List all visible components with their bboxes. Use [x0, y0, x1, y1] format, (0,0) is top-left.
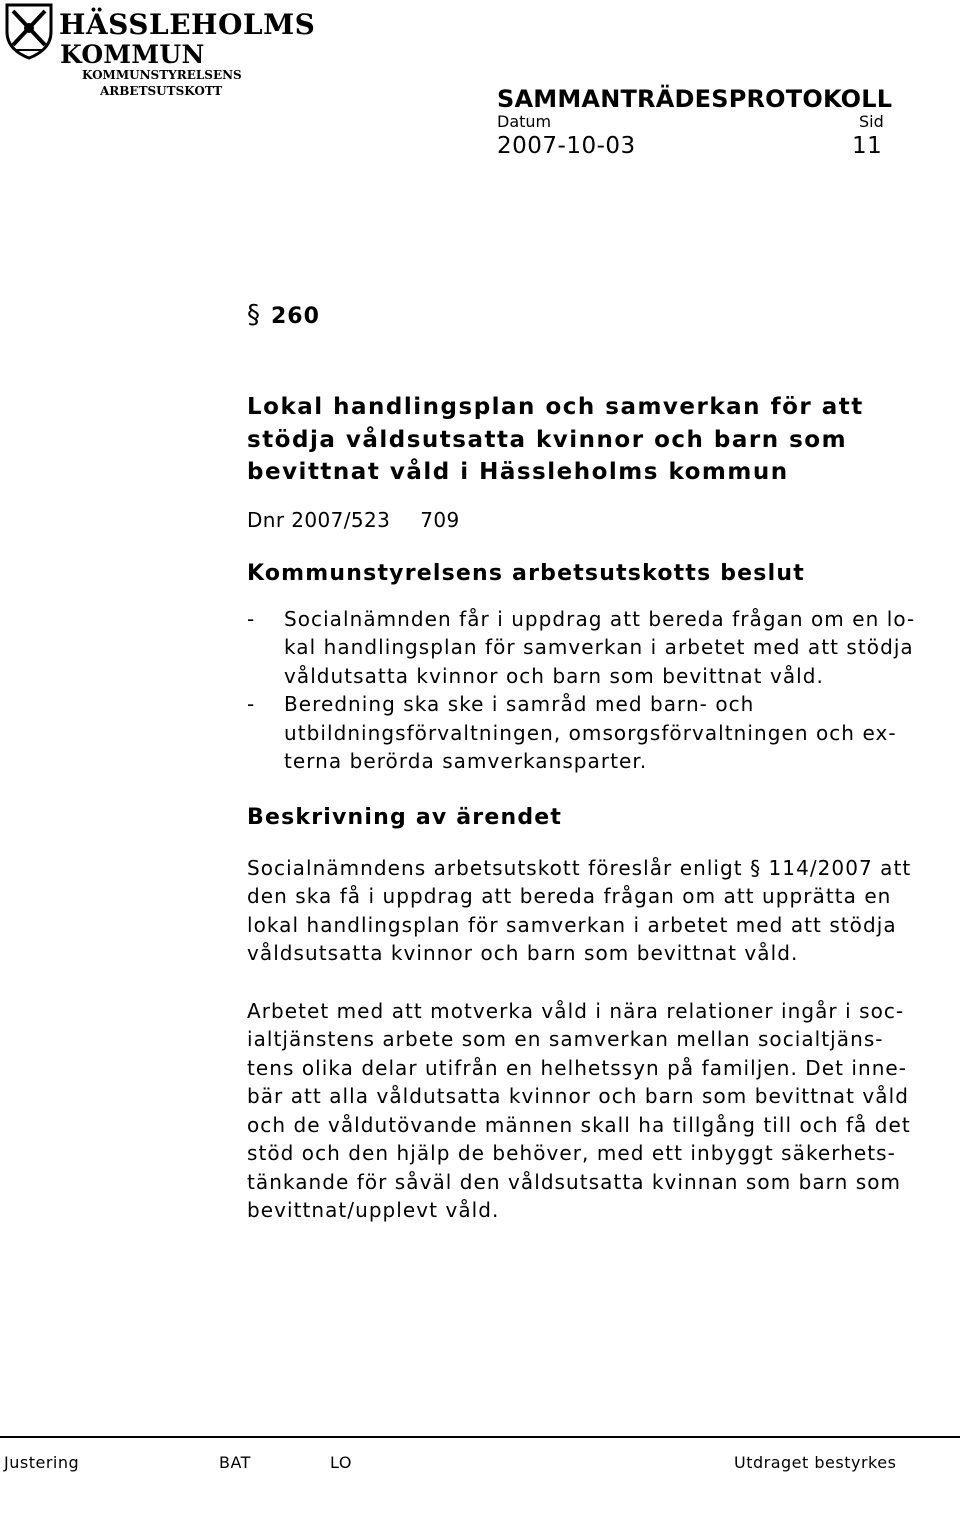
diary-code: 709: [420, 507, 460, 532]
section-title: Lokal handlingsplan och samverkan för att stödja våldsutsatta kvinnor och barn som bevittnat våld i Hässleholms kommun: [247, 394, 864, 485]
footer-initials-lo: LO: [330, 1453, 352, 1472]
list-item: [247, 690, 960, 776]
datum-value: 2007-10-03: [497, 133, 636, 159]
list-item-text: Beredning ska ske i samråd med barn- och utbildningsförvaltningen, omsorgsförvaltningen och ex- terna berörda samverkansparter.: [284, 692, 897, 773]
description-heading: Beskrivning av ärendet: [247, 804, 563, 830]
body-paragraph: Arbetet med att motverka våld i nära relationer ingår i soc- ialtjänstens arbete som en samverkan mellan socialtjäns- tens olika delar utifrån en helhetssyn på familjen. Det inne- bär att alla våldutsatta kvinnor och barn som bevittnat våld och de våldutövande männen skall ha tillgång till och få det stöd och den hjälp de behöver, med ett inbyggt säkerhets- tänkande för såväl den våldsutsatta kvinnan som barn som bevittnat/upplevt våld.: [247, 998, 911, 1222]
sid-value: 11: [852, 133, 883, 159]
body-paragraph: Socialnämndens arbetsutskott föreslår enligt § 114/2007 att den ska få i uppdrag att bereda frågan om att upprätta en lokal handlingsplan för samverkan i arbetet med att stödja våldsutsatta kvinnor och barn som bevittnat våld.: [247, 855, 912, 965]
bullet-dash: -: [247, 692, 256, 716]
protocol-title: SAMMANTRÄDESPROTOKOLL: [497, 85, 893, 113]
logo-text-kommunstyrelsens: KOMMUNSTYRELSENS: [82, 68, 242, 82]
document-body: [247, 300, 960, 1254]
logo-text-kommun: KOMMUN: [60, 40, 205, 69]
decision-heading: Kommunstyrelsens arbetsutskotts beslut: [247, 560, 805, 586]
footer-utdraget: Utdraget bestyrkes: [734, 1453, 897, 1472]
sid-label: Sid: [859, 112, 884, 131]
logo-text-arbetsutskott: ARBETSUTSKOTT: [100, 84, 223, 98]
datum-label: Datum: [497, 112, 552, 131]
paragraph-number-value: 260: [271, 304, 320, 329]
municipality-logo: [4, 2, 316, 102]
bullet-dash: -: [247, 606, 256, 631]
paragraph-number: [247, 300, 960, 332]
paragraph-sign: §: [247, 300, 261, 330]
diary-number-value: Dnr 2007/523: [247, 507, 391, 532]
list-item-text: Socialnämnden får i uppdrag att bereda frågan om en lo- kal handlingsplan för samverkan i arbetet med att stödja våldutsatta kvinnor och barn som bevittnat våld.: [284, 606, 916, 688]
footer-divider: [0, 1436, 960, 1438]
decision-list: [247, 605, 960, 776]
coat-of-arms-icon: [4, 2, 54, 60]
footer-initials-bat: BAT: [219, 1453, 251, 1472]
list-item: [247, 605, 960, 691]
logo-text-hassleholms: HÄSSLEHOLMS: [59, 8, 316, 41]
diary-number: [247, 505, 960, 535]
footer-justering: Justering: [4, 1453, 80, 1472]
